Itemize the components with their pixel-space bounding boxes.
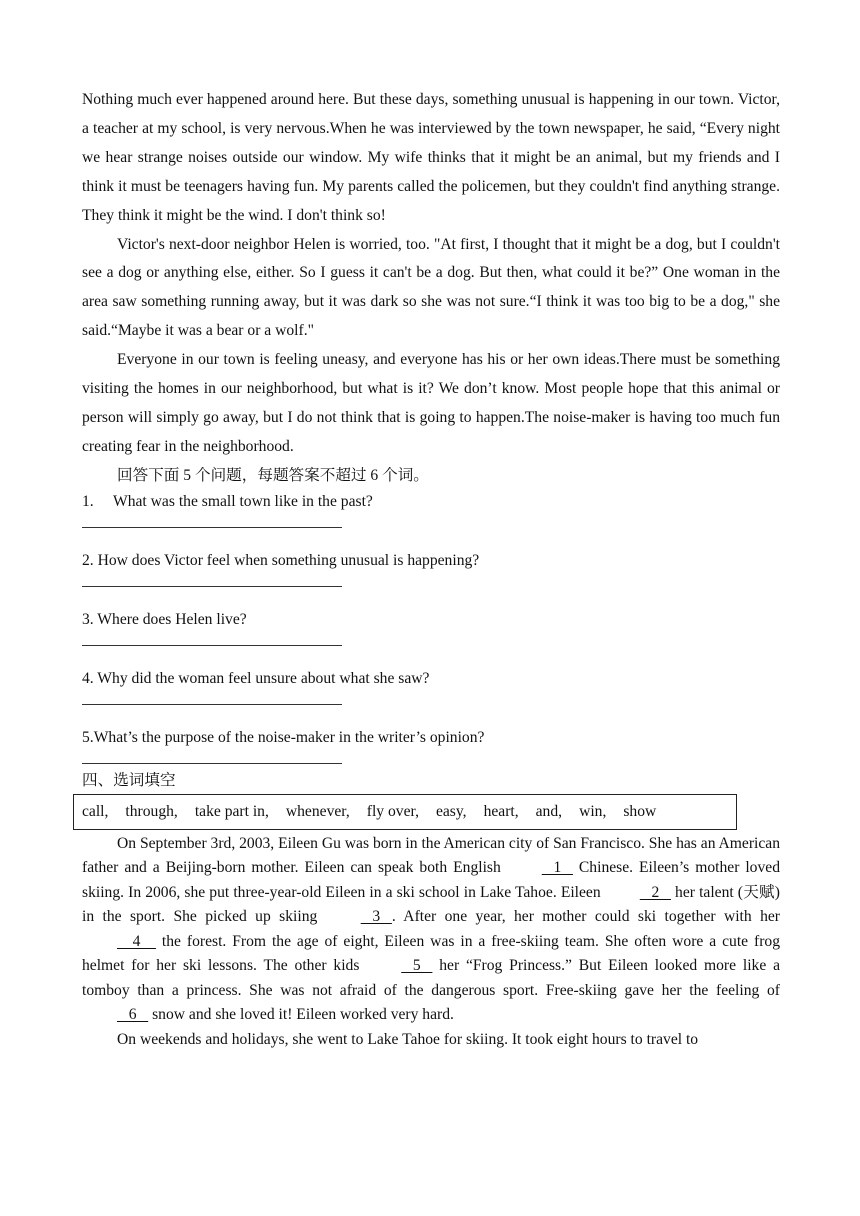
word-bank-item: through, [125, 802, 178, 820]
answer-line-1[interactable] [82, 527, 342, 528]
question-4: 4. Why did the woman feel unsure about what she saw? [82, 669, 430, 687]
passage2-text: . After one year, her mother could ski together with her [391, 908, 780, 926]
blank-2[interactable]: 2 [639, 883, 671, 901]
answer-line-4[interactable] [82, 704, 342, 705]
question-1 [82, 491, 780, 513]
word-bank-item: take part in, [194, 802, 269, 820]
passage2-text: the forest. From the age of eight, Eileen was in a free-skiing team. She often wore a cute frog helmet for her ski lessons. The other kids [82, 932, 780, 975]
answer-line-5[interactable] [82, 763, 342, 764]
passage2-text: On September 3rd, 2003, Eileen Gu was born in the American city of San Francisco. She has an American father and a Beijing-born mother. Eileen can speak both English [82, 834, 781, 877]
blank-4[interactable]: 4 [117, 932, 156, 950]
answer-line-3[interactable] [82, 645, 342, 646]
word-bank-item: call, [82, 802, 109, 820]
blank-5[interactable]: 5 [401, 957, 433, 975]
blank-1[interactable]: 1 [541, 859, 573, 877]
word-bank-item: whenever, [285, 802, 350, 820]
questions-instruction: 回答下面 5 个问题，每题答案不超过 6 个词。 [117, 466, 429, 484]
passage1-paragraph-2: Victor's next-door neighbor Helen is worried, too. "At first, I thought that it might be a dog, but I couldn't see a dog or anything else, either. So I guess it can't be a dog. But then, what could it be?” One woman in the area saw something running away, but it was dark so she was not sure.“I think it was too big to be a dog," she said.“Maybe it was a bear or a wolf." [82, 235, 780, 340]
document-page [82, 86, 780, 1052]
question-1-number: 1. [82, 492, 94, 510]
passage2-text: snow and she loved it! Eileen worked very hard. [148, 1006, 454, 1024]
question-5: 5.What’s the purpose of the noise-maker in the writer’s opinion? [82, 728, 485, 746]
answer-line-2[interactable] [82, 586, 342, 587]
word-bank-item: win, [579, 802, 607, 820]
question-1-text: What was the small town like in the past? [113, 492, 373, 510]
passage1-paragraph-3: Everyone in our town is feeling uneasy, and everyone has his or her own ideas.There must be something visiting the homes in our neighborhood, but what is it? We don’t know. Most people hope that this animal or person will simply go away, but I do not think that is going to happen.The noise-maker is having too much fun creating fear in the neighborhood. [82, 351, 780, 455]
word-bank-box [73, 794, 737, 830]
passage2-text: her talent (天赋) in the sport. She picked up skiing [82, 883, 780, 926]
question-2: 2. How does Victor feel when something unusual is happening? [82, 551, 480, 569]
passage2-paragraph-1 [82, 832, 780, 1028]
passage2-paragraph-2: On weekends and holidays, she went to Lake Tahoe for skiing. It took eight hours to travel to [117, 1030, 699, 1048]
passage2-text: her “Frog Princess.” But Eileen looked more like a tomboy than a princess. She was not afraid of the dangerous sport. Free-skiing gave her the feeling of [82, 957, 780, 999]
word-bank-item: heart, [483, 802, 519, 820]
question-3: 3. Where does Helen live? [82, 610, 247, 628]
blank-6[interactable]: 6 [117, 1006, 149, 1024]
passage2-text: Chinese. Eileen’s mother loved skiing. In 2006, she put three-year-old Eileen in a ski school in Lake Tahoe. Eileen [82, 859, 780, 901]
section-4-title: 四、选词填空 [82, 771, 176, 789]
blank-3[interactable]: 3 [360, 908, 392, 926]
passage1-paragraph-1: Nothing much ever happened around here. But these days, something unusual is happening in our town. Victor, a teacher at my school, is very nervous.When he was interviewed by the town newspaper, he said, “Every night we hear strange noises outside our window. My wife thinks that it might be an animal, but my friends and I think it must be teenagers having fun. My parents called the policemen, but they couldn't find anything strange. They think it might be the wind. I don't think so! [82, 91, 780, 224]
word-bank-item: show [623, 802, 657, 820]
word-bank-item: and, [535, 802, 563, 820]
word-bank-item: fly over, [366, 802, 419, 820]
word-bank-item: easy, [435, 802, 467, 820]
